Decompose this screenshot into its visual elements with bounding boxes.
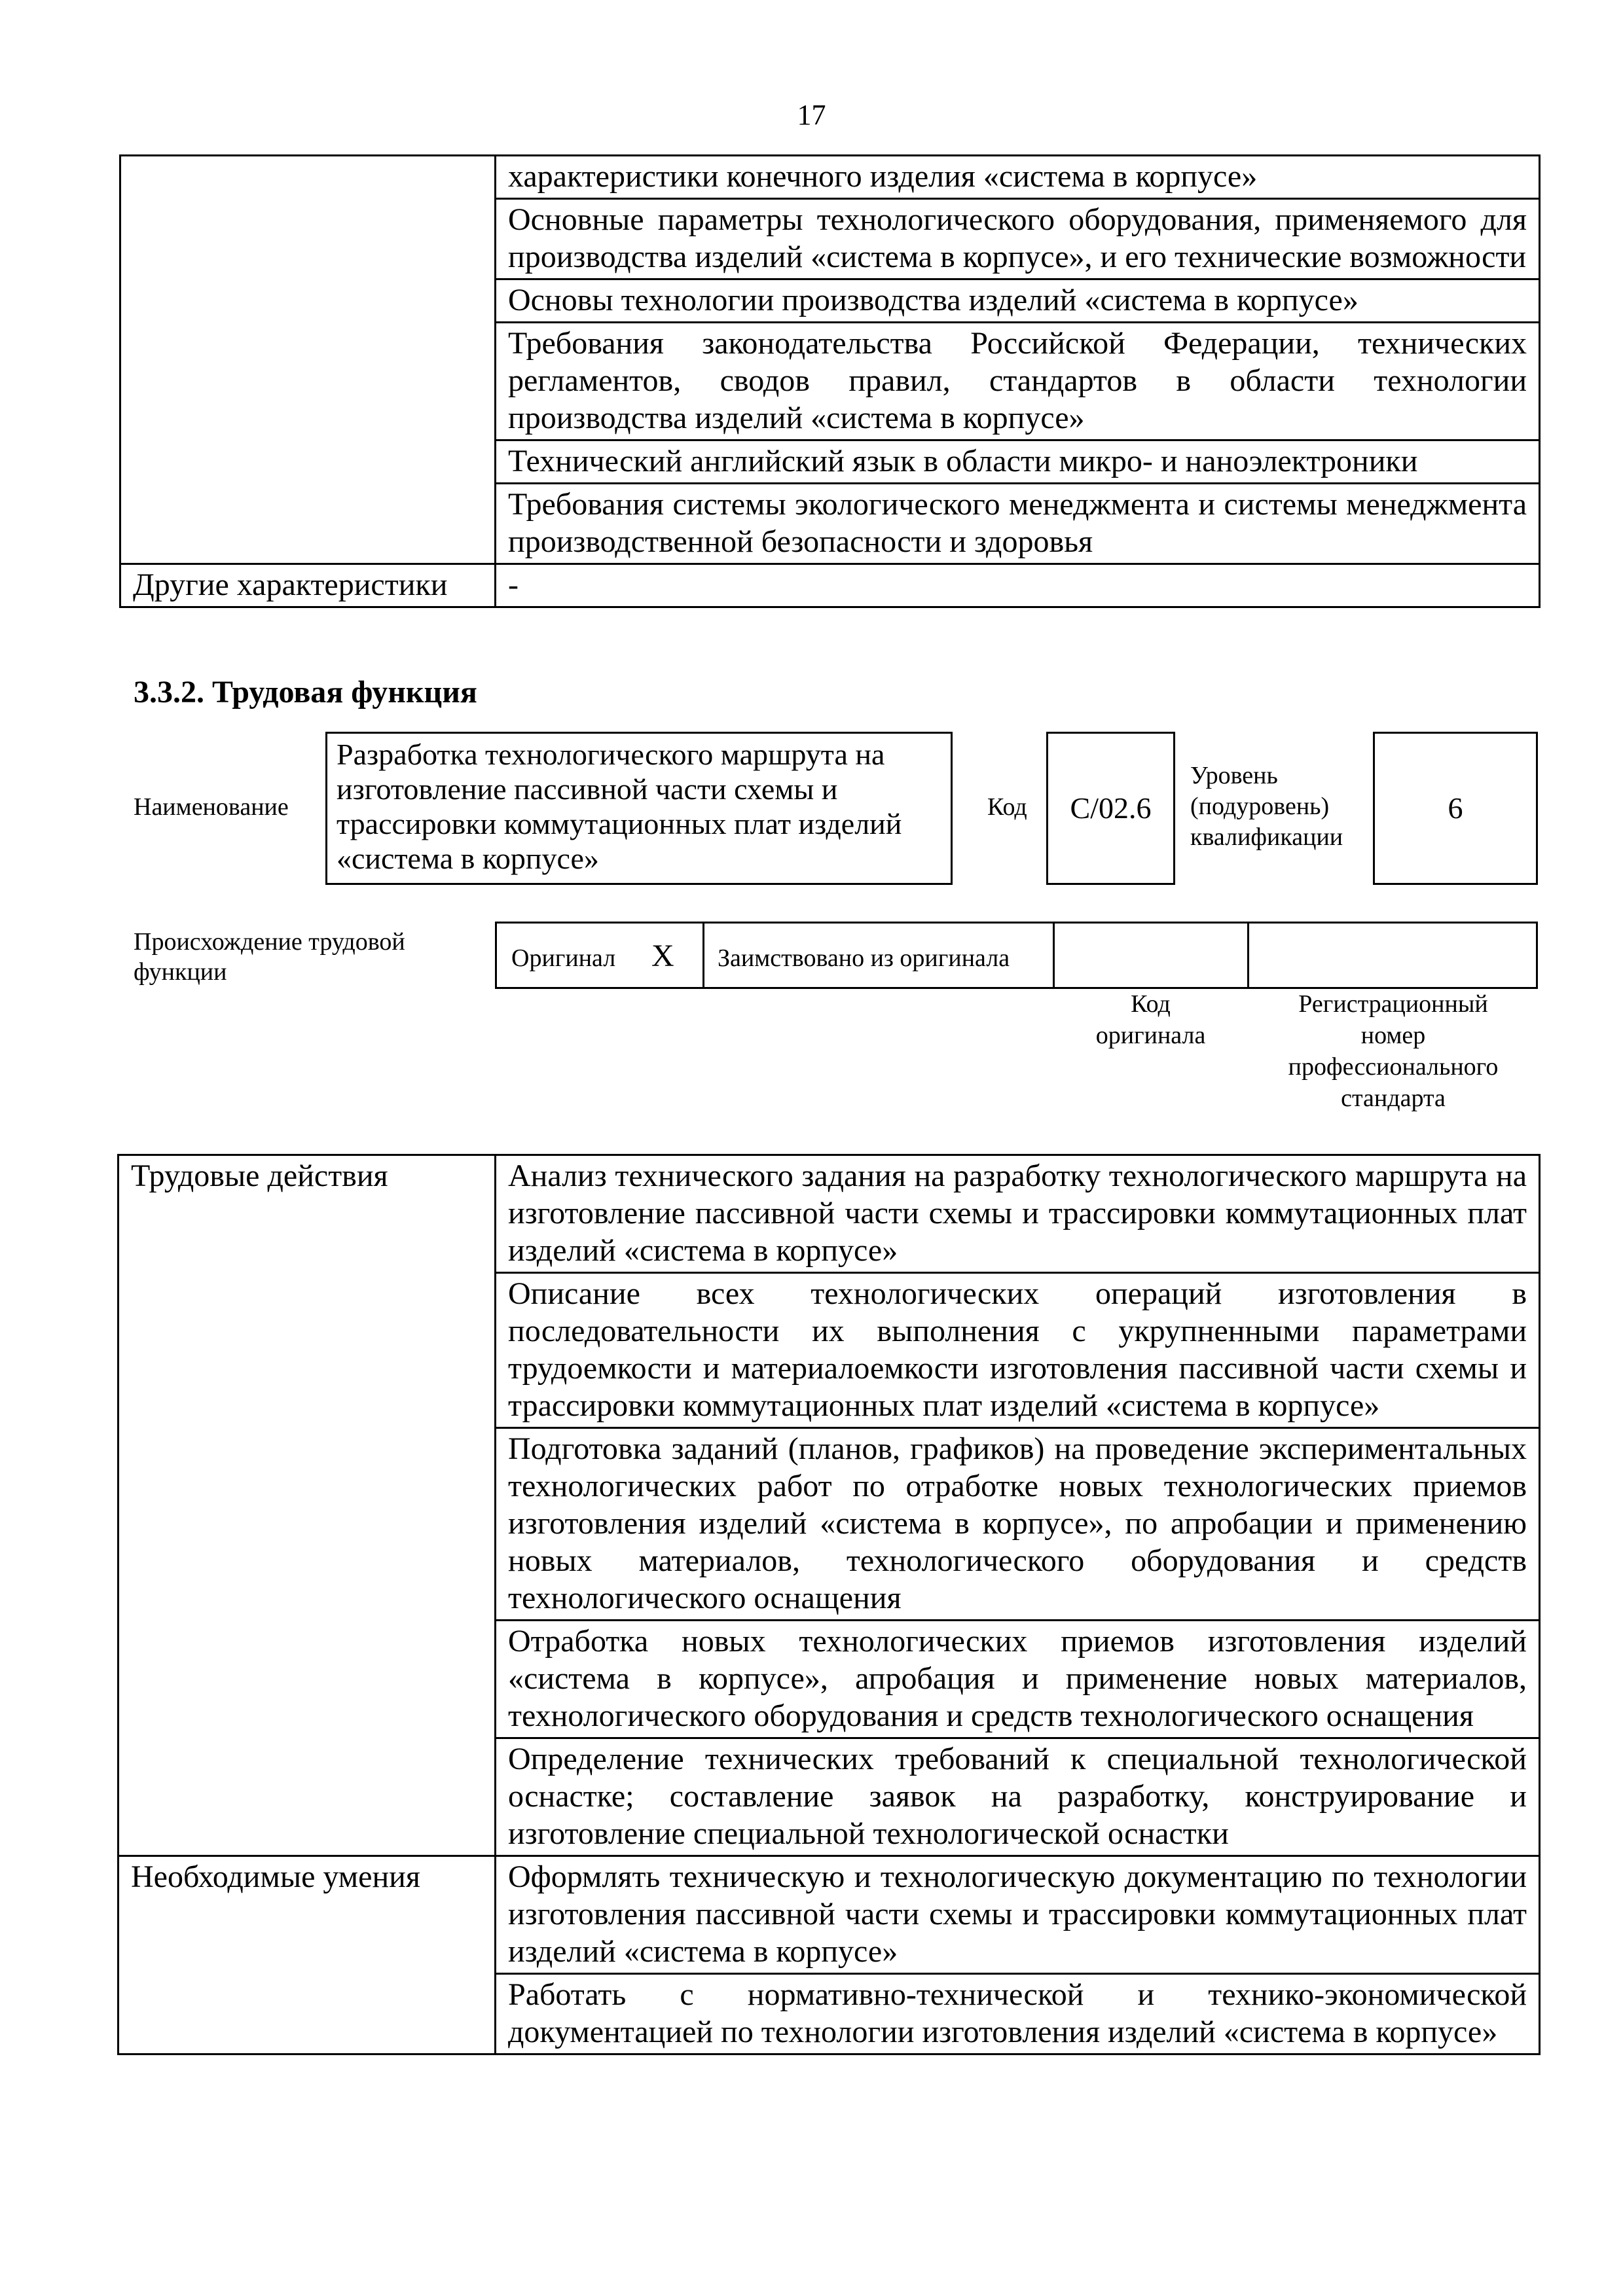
skill-item: Работать с нормативно-технической и технико-экономической документацией по технологии изготовления изделий «система в корпусе» <box>496 1974 1540 2054</box>
labor-action-item: Определение технических требований к специальной технологической оснастке; составление заявок на разработку, конструирование и изготовление специальной технологической оснастки <box>496 1738 1540 1856</box>
table-row <box>119 1856 1540 1974</box>
origin-original-box <box>495 922 704 989</box>
other-characteristics-value: - <box>496 564 1540 607</box>
labor-action-item: Анализ технического задания на разработку технологического маршрута на изготовление пассивной части схемы и трассировки коммутационных плат изделий «система в корпусе» <box>496 1155 1540 1273</box>
labor-action-item: Подготовка заданий (планов, графиков) на проведение экспериментальных технологических работ по отработке новых технологических приемов изготовления изделий «система в корпусе», по апробации и применению новых материалов, технологического оборудования и средств технологического оснащения <box>496 1428 1540 1621</box>
knowledge-item: Основы технологии производства изделий «система в корпусе» <box>496 279 1540 323</box>
skill-item: Оформлять техническую и технологическую документацию по технологии изготовления пассивной части схемы и трассировки коммутационных плат изделий «система в корпусе» <box>496 1856 1540 1974</box>
page-number: 17 <box>797 99 826 131</box>
original-code-box <box>1053 922 1249 989</box>
function-name-box <box>325 732 953 885</box>
origin-borrowed-box <box>702 922 1055 989</box>
labor-actions-label: Трудовые действия <box>119 1155 496 1856</box>
code-box <box>1046 732 1175 885</box>
origin-label: Происхождение трудовой функции <box>134 928 405 986</box>
labor-action-item: Описание всех технологических операций изготовления в последовательности их выполнения с укрупненными параметрами трудоемкости и материалоемкости изготовления пассивной части схемы и трассировки коммутационных плат изделий «система в корпусе» <box>496 1273 1540 1428</box>
borrowed-label: Заимствовано из оригинала <box>718 944 1010 972</box>
knowledge-item: Требования законодательства Российской Федерации, технических регламентов, сводов правил, стандартов в области технологии производства изделий «система в корпусе» <box>496 323 1540 440</box>
table-row <box>120 156 1540 199</box>
labor-action-item: Отработка новых технологических приемов изготовления изделий «система в корпусе», апробация и применение новых материалов, технологического оборудования и средств технологического оснащения <box>496 1621 1540 1738</box>
original-code-caption: Код оригинала <box>1095 990 1206 1049</box>
other-characteristics-label: Другие характеристики <box>120 564 496 607</box>
knowledge-label-cell <box>120 156 496 564</box>
table-row <box>120 564 1540 607</box>
code-value: C/02.6 <box>1070 791 1152 825</box>
original-mark: X <box>651 939 674 973</box>
required-skills-label: Необходимые умения <box>119 1856 496 2054</box>
knowledge-item: характеристики конечного изделия «система в корпусе» <box>496 156 1540 199</box>
original-label: Оригинал <box>511 944 616 972</box>
actions-table <box>117 1154 1541 2055</box>
knowledge-item: Основные параметры технологического оборудования, применяемого для производства изделий «система в корпусе», и его технические возможности <box>496 199 1540 279</box>
registration-number-caption: Регистрационный номер профессионального стандарта <box>1288 990 1499 1112</box>
table-row <box>119 1155 1540 1273</box>
code-label: Код <box>987 793 1027 821</box>
name-label: Наименование <box>134 793 289 821</box>
function-name: Разработка технологического маршрута на изготовление пассивной части схемы и трассировки коммутационных плат изделий «система в корпусе» <box>337 738 902 875</box>
knowledge-item: Технический английский язык в области микро- и наноэлектроники <box>496 440 1540 484</box>
knowledge-table <box>119 154 1541 608</box>
registration-number-box <box>1247 922 1538 989</box>
knowledge-item: Требования системы экологического менеджмента и системы менеджмента производственной безопасности и здоровья <box>496 484 1540 564</box>
qualification-level-label: Уровень (подуровень) квалификации <box>1190 762 1343 851</box>
section-title: 3.3.2. Трудовая функция <box>134 675 477 709</box>
level-value: 6 <box>1448 791 1463 825</box>
level-box <box>1373 732 1538 885</box>
